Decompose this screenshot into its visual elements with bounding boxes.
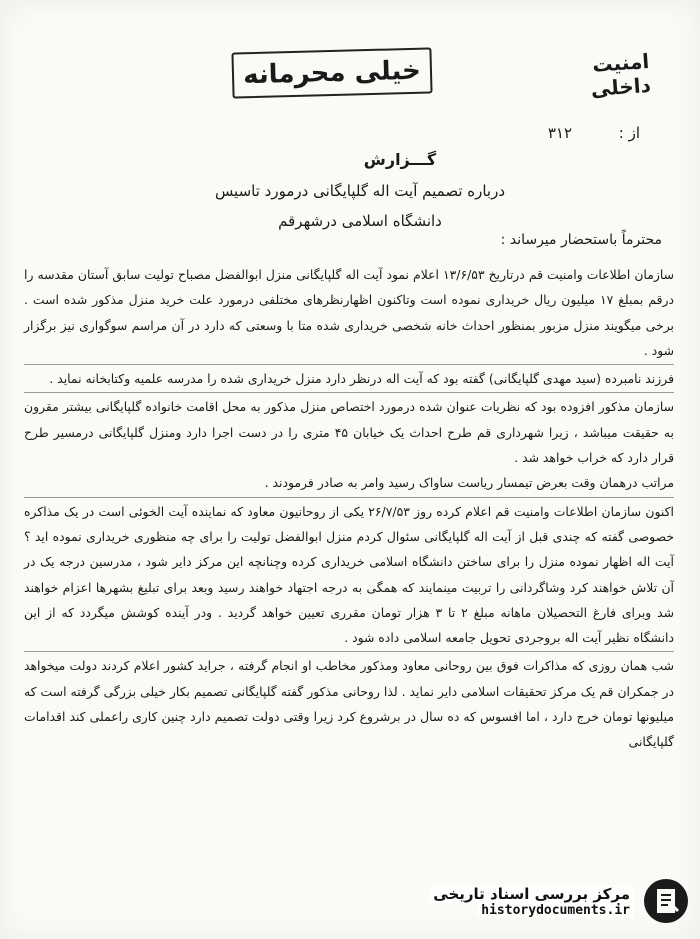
divider [24, 651, 674, 652]
paragraph-4: مراتب درهمان وقت بعرض تیمسار ریاست ساواک رسید وامر به صادر فرمودند . [264, 475, 674, 491]
watermark-url: historydocuments.ir [477, 903, 634, 918]
paragraph-1: سازمان اطلاعات وامنیت قم درتاریخ ۱۳/۶/۵۳ اعلام نمود آیت اله گلپایگانی منزل ابوالفضل مصباح تولیت سابق آستان مقدسه را درقم بمبلغ ۱۷ میلیون ریال خریداری نموده است وتاکنون اظهارنظرهای مختلفی درمورد علت خرید منزل مذکور شده است . برخی میگویند منزل مزبور بمنظور احداث خانه شخصی خریداری شده متا با وسعتی که دارد در آن مراسم سوگواری نیز برگزار شود . [24, 267, 674, 358]
greeting: محترماً باستحضار میرساند : [500, 232, 662, 248]
archive-logo-icon [642, 877, 690, 925]
paragraph-5: اکنون سازمان اطلاعات وامنیت قم اعلام کرده روز ۲۶/۷/۵۳ یکی از روحانیون معاود که نماینده آیت الخوئی است در یک مذاکره خصوصی گفته که چندی قبل از آیت اله گلپایگانی سئوال کردم منزل ابوالفضل تولیت را برای چه منظوری خریداری نموده اید ؟ آیت اله اظهار نموده منزل را برای ساختن دانشگاه اسلامی خریداری کرده وچنانچه این مرکز دایر شود ، مدرسین درجه یک در آن تلاش خواهند کرد وشاگردانی را تربیت مینمایند که همگی به درجه اجتهاد خواهند رسید وبعد برای تبلیغ بشهرها اعزام خواهند شد وبرای فارغ التحصیلان ماهانه مبلغ ۲ تا ۳ هزار تومان مقرری تعیین خواهد گردید . ودر آینده کوشش میگردد که از این دانشگاه نظیر آیت اله بروجردی تحویل جامعه اسلامی داده شود . [24, 503, 675, 646]
classification-stamp [231, 47, 432, 98]
from-number: ۳۱۲ [547, 124, 572, 142]
report-title: گـــزارش [363, 150, 437, 169]
paragraph-3: سازمان مذکور افزوده بود که نظریات عنوان شده درمورد اختصاص منزل مذکور به محل اقامت خانواده گلپایگانی بیشتر مقرون به حقیقت میباشد ، زیرا شهرداری قم طرح احداث یک خیابان ۴۵ متری را در دست اجرا دارد ومنزل گلپایگانی درمسیر طرح قرار دارد که خراب خواهد شد . [24, 399, 674, 466]
subject-line-1: درباره تصمیم آیت اله گلپایگانی درمورد تاسیس [214, 182, 506, 200]
paragraph-6: شب همان روزی که مذاکرات فوق بین روحانی معاود ومذکور مخاطب او انجام گرفته ، جراید کشور اعلام کردند دولت میخواهد در جمکران قم یک مرکز تحقیقات اسلامی دایر نماید . لذا روحانی مذکور گفته گلپایگانی تصمیم بکار خیلی بزرگی گرفته است که میلیونها تومان خرج دارد ، اما افسوس که ده سال در برشروع کرد زیرا وقتی دولت تصمیم دارد چنین کاری راعملی کند اقدامات گلپایگانی [24, 658, 674, 750]
handwritten-corner-note: امنیت داخلی [590, 48, 652, 101]
divider [24, 364, 674, 365]
watermark-text [429, 885, 634, 918]
divider [24, 497, 674, 498]
classification-text: خیلی محرمانه [242, 55, 422, 91]
subject-line-2: دانشگاه اسلامی درشهرقم [278, 212, 442, 230]
from-label: از : [618, 124, 640, 142]
paragraph-2: فرزند نامبرده (سید مهدی گلپایگانی) گفته بود که آیت اله درنظر دارد منزل خریداری شده را مدرسه علمیه وکتابخانه نماید . [49, 371, 674, 387]
watermark [405, 871, 690, 931]
divider [24, 392, 674, 393]
watermark-name: مرکز بررسی اسناد تاریخی [429, 885, 634, 903]
report-subject [140, 176, 580, 236]
report-body [24, 262, 674, 755]
